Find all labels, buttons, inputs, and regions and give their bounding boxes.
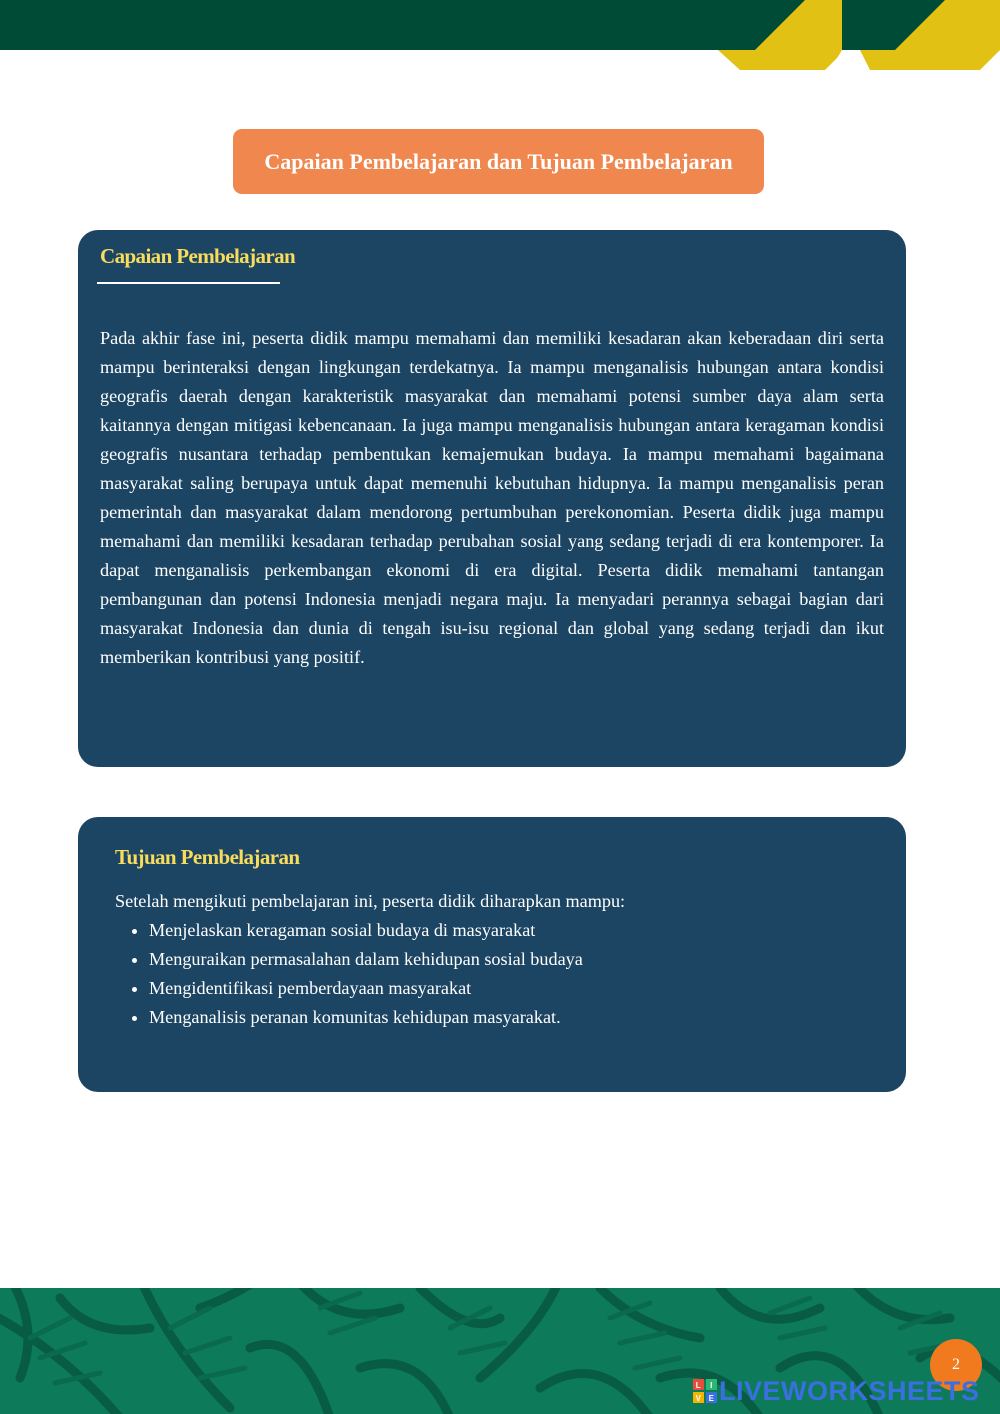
capaian-body-text: Pada akhir fase ini, peserta didik mampu memahami dan memiliki kesadaran akan keberadaan diri serta mampu berinteraksi dengan lingkungan terdekatnya. Ia mampu menganalisis hubungan antara kondisi geografis daerah dengan karakteristik masyarakat dan memahami potensi sumber daya alam serta kaitannya dengan mitigasi kebencanaan. Ia juga mampu menganalisis hubungan antara keragaman kondisi geografis nusantara terhadap pembentukan kemajemukan budaya. Ia mampu memahami bagaimana masyarakat saling berupaya untuk dapat memenuhi kebutuhan hidupnya. Ia mampu menganalisis peran pemerintah dan masyarakat dalam mendorong pertumbuhan perekonomian. Peserta didik juga mampu memahami dan memiliki kesadaran terhadap perubahan sosial yang sedang terjadi di era kontemporer. Ia dapat menganalisis perkembangan ekonomi di era digital. Peserta didik memahami tantangan pembangunan dan potensi Indonesia menjadi negara maju. Ia menyadari perannya sebagai bagian dari masyarakat Indonesia dan dunia di tengah isu-isu regional dan global yang sedang terjadi dan ikut memberikan kontribusi yang positif. xyxy=(100,328,884,667)
logo-letter: L xyxy=(695,1381,702,1390)
list-item: • Menjelaskan keragaman sosial budaya di masyarakat xyxy=(149,916,583,945)
capaian-heading: Capaian Pembelajaran xyxy=(100,244,296,268)
logo-letter: V xyxy=(695,1394,702,1403)
liveworksheets-wordmark: LIVEWORKSHEETS xyxy=(719,1375,980,1406)
tujuan-heading: Tujuan Pembelajaran xyxy=(115,845,300,869)
tujuan-list xyxy=(115,916,583,1032)
list-item: • Menganalisis peranan komunitas kehidupan masyarakat. xyxy=(149,1003,583,1032)
liveworksheets-mark-icon xyxy=(693,1379,717,1403)
liveworksheets-logo xyxy=(693,1376,980,1406)
logo-letter: I xyxy=(710,1381,713,1390)
capaian-pembelajaran-panel xyxy=(78,230,906,767)
list-item: • Menguraikan permasalahan dalam kehidupan sosial budaya xyxy=(149,945,583,974)
list-item: • Mengidentifikasi pemberdayaan masyarakat xyxy=(149,974,583,1003)
tujuan-pembelajaran-panel xyxy=(78,817,906,1092)
stripe-green-1 xyxy=(842,0,895,50)
page-title: Capaian Pembelajaran dan Tujuan Pembelajaran xyxy=(233,129,764,194)
tujuan-intro: Setelah mengikuti pembelajaran ini, peserta didik diharapkan mampu: xyxy=(115,891,626,911)
stripe-yellow-1 xyxy=(718,0,842,70)
header-stripes-decoration xyxy=(700,0,1000,72)
page-number-badge: 2 xyxy=(930,1339,982,1391)
capaian-heading-underline xyxy=(97,282,280,284)
logo-letter: E xyxy=(708,1394,715,1403)
